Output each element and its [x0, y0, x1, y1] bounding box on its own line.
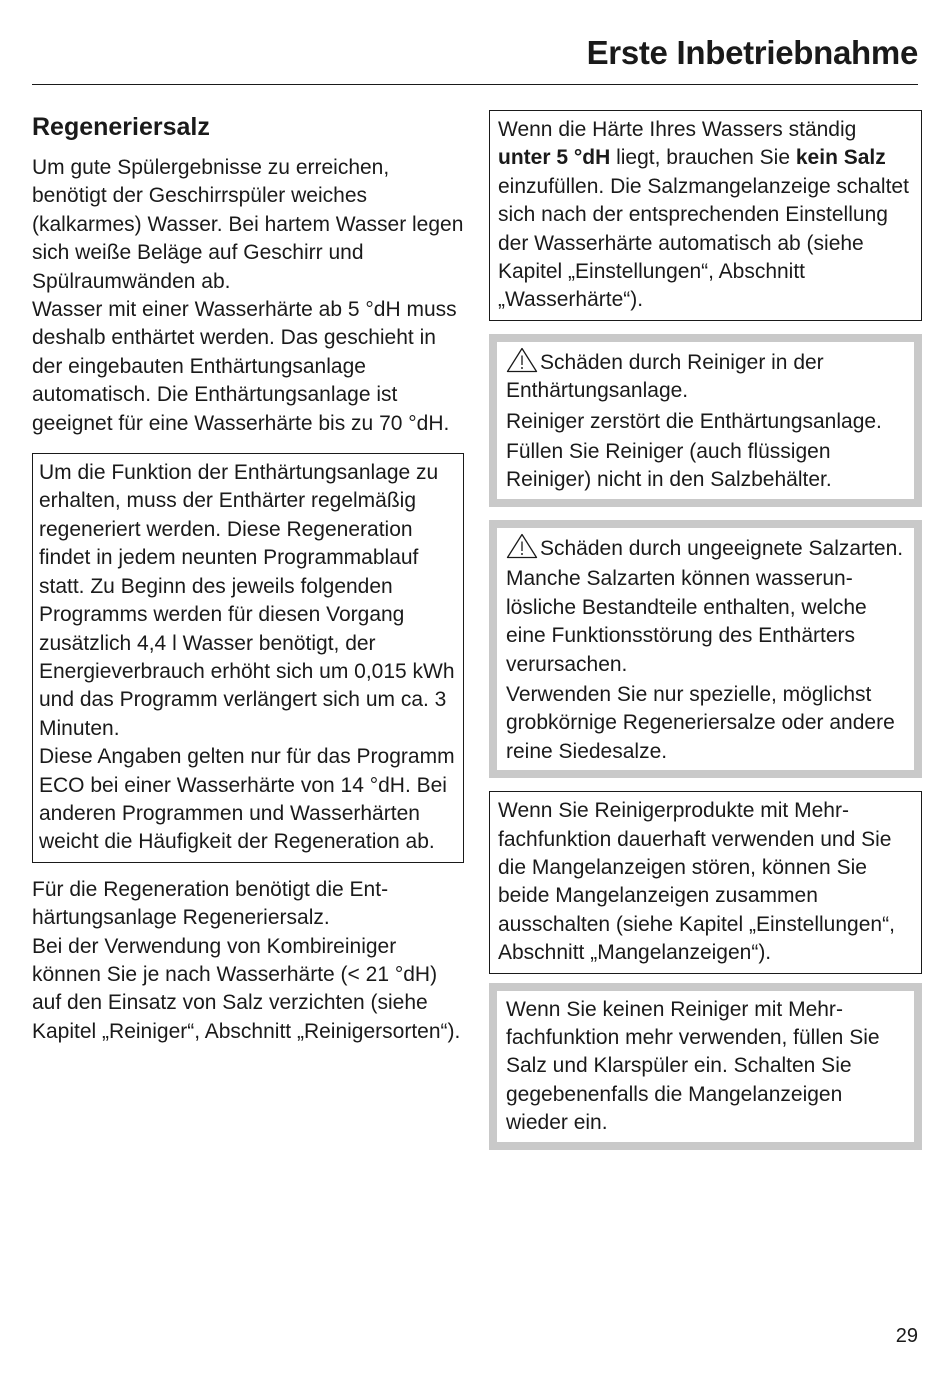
page-number: 29 [895, 1325, 918, 1347]
regeneration-info-box [32, 453, 464, 863]
outro-paragraph-2: Bei der Verwendung von Kombireiniger können Sie je nach Wasserhärte (< 21 °dH) auf den Einsatz von Salz verzichten (siehe Kapitel „Reiniger“, Abschnitt „Reinigersorten“). [32, 934, 461, 1043]
right-column [489, 110, 922, 1150]
intro-paragraph-1: Um gute Spülergebnisse zu erreichen, benötigt der Geschirrspüler weiches (kalkarmes) Wasser. Bei hartem Wasser legen sich weiße Beläge auf Geschirr und Spülraumwänden ab. [32, 156, 464, 293]
hardness-threshold: unter 5 °dH [498, 146, 611, 170]
multifunction-paragraph: Wenn Sie Reinigerprodukte mit Mehrfachfunktion dauerhaft verwenden und Sie die Mangelanzeigen stören, können Sie beide Mangelanzeigen zusammen ausschalten (siehe Kapitel „Einstellungen“, Abschnitt „Mangelanzeigen“). [498, 799, 895, 965]
warning-detergent-paragraph-2: Füllen Sie Reiniger (auch flüssigen Reiniger) nicht in den Salzbehälter. [506, 440, 832, 492]
warning-triangle-icon [506, 347, 538, 373]
hardness-text-3: einzufüllen. Die Salzmangelanzeige schaltet sich nach der entsprechenden Einstellung der Wasserhärte automatisch ab (siehe Kapitel „Einstellungen“, Abschnitt „Wasserhärte“). [498, 174, 909, 312]
warning-heading-salt [506, 533, 905, 563]
warning-detergent-paragraph-1: Reiniger zerstört die Enthärtungsanlage. [506, 409, 882, 433]
page-title: Erste Inbetriebnahme [586, 34, 918, 71]
warning-box-detergent [489, 334, 922, 507]
intro-paragraph-2: Wasser mit einer Wasserhärte ab 5 °dH muss deshalb enthärtet werden. Das geschieht in der eingebauten Enthärtungsanlage automatisch. Die Enthärtungsanlage ist geeignet für eine Wasserhärte bis zu 70 °dH. [32, 298, 457, 435]
hardness-text-2: liegt, brauchen Sie [610, 146, 796, 170]
warning-salt-paragraph-1: Manche Salzarten können wasserunlösliche Bestandteile enthalten, welche eine Funktionsstörung des Enthärters verursachen. [506, 567, 867, 676]
regeneration-paragraph-2: Diese Angaben gelten nur für das Programm ECO bei einer Wasserhärte von 14 °dH. Bei anderen Programmen und Wasserhärten weicht die Häufigkeit der Regeneration ab. [39, 745, 455, 854]
warning-triangle-icon [506, 533, 538, 559]
no-salt-emphasis: kein Salz [795, 146, 886, 170]
hardness-text-1: Wenn die Härte Ihres Wassers ständig [498, 118, 857, 141]
left-column [32, 108, 464, 1046]
warning-heading-salt-text: Schäden durch ungeeignete Salzarten. [540, 536, 904, 560]
regeneration-paragraph-1: Um die Funktion der Enthärtungsanlage zu erhalten, muss der Enthärter regelmäßig regeneriert werden. Diese Regeneration findet in jedem neunten Programmablauf statt. Zu Beginn des jeweils folgenden Programms werden für diesen Vorgang zusätzlich 4,4 l Wasser benötigt, der Energieverbrauch erhöht sich um 0,015 kWh und das Programm verlängert sich um ca. 3 Minuten. [39, 461, 455, 740]
warning-heading-detergent-text: Schäden durch Reiniger in der Enthärtungsanlage. [506, 350, 824, 403]
water-hardness-paragraph [498, 116, 913, 315]
outro-paragraph-1: Für die Regeneration benötigt die Enthärtungsanlage Regeneriersalz. [32, 877, 389, 930]
reenable-info-box [489, 983, 922, 1150]
header-divider [32, 84, 918, 85]
water-hardness-info-box [489, 110, 922, 321]
section-title: Regeneriersalz [32, 113, 210, 141]
reenable-paragraph: Wenn Sie keinen Reiniger mit Mehrfachfunktion mehr verwenden, füllen Sie Salz und Klarspüler ein. Schalten Sie gegebenenfalls die Mangelanzeigen wieder ein. [506, 997, 880, 1135]
warning-box-salt-types [489, 520, 922, 778]
warning-salt-paragraph-2: Verwenden Sie nur spezielle, möglichst grobkörnige Regeneriersalze oder andere reine Siedesalze. [506, 682, 895, 763]
multifunction-info-box [489, 791, 922, 973]
warning-heading-detergent [506, 347, 905, 406]
